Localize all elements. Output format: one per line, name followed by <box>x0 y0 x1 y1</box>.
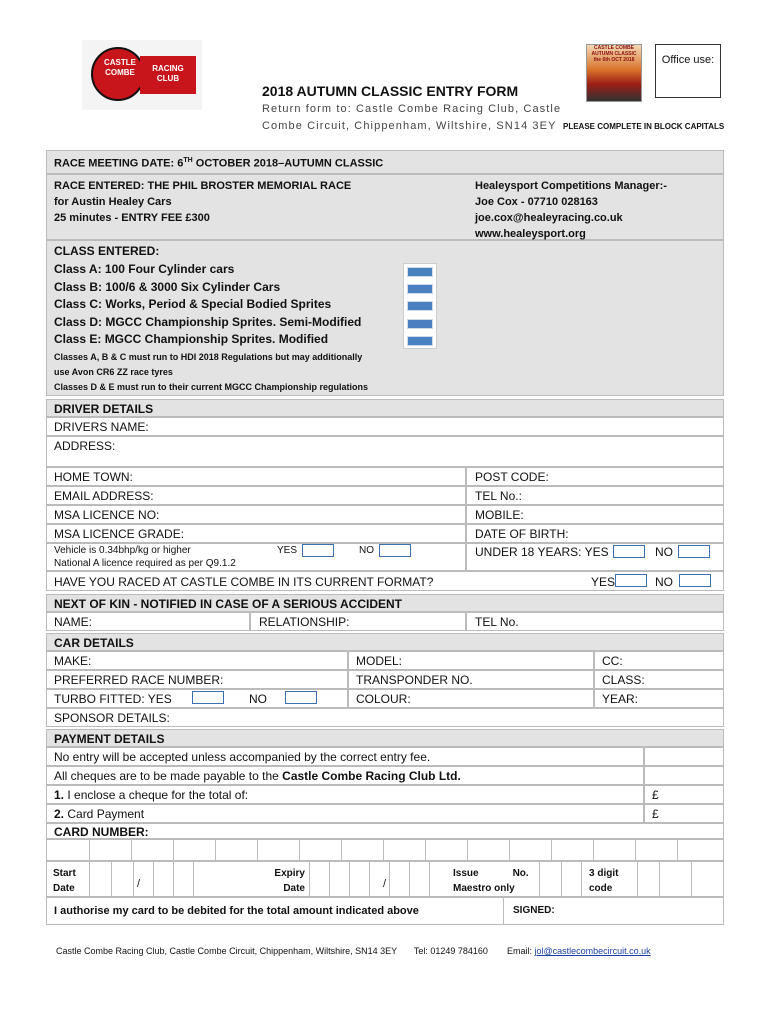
start-date-slash: / <box>137 878 141 890</box>
kin-name-label: NAME: <box>54 615 93 629</box>
payment-heading: PAYMENT DETAILS <box>54 732 165 746</box>
authorise-label: I authorise my card to be debited for the total amount indicated above <box>54 905 419 917</box>
payment-line-1: No entry will be accepted unless accompanied by the correct entry fee. <box>54 750 431 764</box>
race-number-field[interactable] <box>46 670 348 689</box>
race-entered-line-3: 25 minutes - ENTRY FEE £300 <box>54 212 210 224</box>
return-address-line-1: Return form to: Castle Combe Racing Club, Castle <box>262 103 562 115</box>
card-dates-row <box>46 861 724 897</box>
block-capitals-note: PLEASE COMPLETE IN BLOCK CAPITALS <box>563 122 725 131</box>
race-entered-line-1: RACE ENTERED: THE PHIL BROSTER MEMORIAL RACE <box>54 180 352 192</box>
class-entered-block <box>46 240 724 396</box>
kin-relationship-label: RELATIONSHIP: <box>259 615 350 629</box>
car-class-label: CLASS: <box>602 673 645 687</box>
kin-heading-row <box>46 594 724 612</box>
race-entered-line-2: for Austin Healey Cars <box>54 196 172 208</box>
class-field[interactable] <box>594 670 724 689</box>
cheque-row <box>46 785 644 804</box>
class-a-checkbox[interactable] <box>407 267 433 277</box>
card-payment-label: 2. Card Payment <box>54 807 145 821</box>
email-label: EMAIL ADDRESS: <box>54 489 154 503</box>
msa-grade-field[interactable] <box>46 524 466 543</box>
signed-label: SIGNED: <box>513 905 555 916</box>
cheque-label: 1. I enclose a cheque for the total of: <box>54 788 249 802</box>
vehicle-ratio-row <box>46 543 466 571</box>
driver-address-field[interactable] <box>46 436 724 467</box>
msa-grade-label: MSA LICENCE GRADE: <box>54 527 185 541</box>
kin-tel-field[interactable] <box>466 612 724 631</box>
class-b-label: Class B: 100/6 & 3000 Six Cylinder Cars <box>54 279 281 294</box>
driver-name-label: DRIVERS NAME: <box>54 420 149 434</box>
sponsor-label: SPONSOR DETAILS: <box>54 711 170 725</box>
class-a-label: Class A: 100 Four Cylinder cars <box>54 262 235 276</box>
return-address-line-2: Combe Circuit, Chippenham, Wiltshire, SN14 3EY <box>262 120 557 132</box>
race-number-label: PREFERRED RACE NUMBER: <box>54 673 224 687</box>
kin-relationship-field[interactable] <box>250 612 466 631</box>
turbo-yes-label: TURBO FITTED: YES <box>54 692 172 706</box>
email-field[interactable] <box>46 486 466 505</box>
autumn-classic-poster <box>586 44 642 102</box>
cheque-pound-sign: £ <box>652 788 659 802</box>
class-e-checkbox[interactable] <box>407 336 433 346</box>
raced-before-label: HAVE YOU RACED AT CASTLE COMBE IN ITS CURRENT FORMAT? <box>54 575 434 589</box>
logo-bottom-text: RACING CLUB <box>152 64 184 83</box>
card-number-heading-row <box>46 823 724 839</box>
castle-combe-logo <box>82 40 202 110</box>
race-entered-block <box>46 174 724 240</box>
class-b-checkbox[interactable] <box>407 284 433 294</box>
post-code-field[interactable] <box>466 467 724 486</box>
driver-heading-row <box>46 399 724 417</box>
mobile-label: MOBILE: <box>475 508 524 522</box>
race-meeting-date: RACE MEETING DATE: 6TH OCTOBER 2018–AUTUMN CLASSIC <box>54 157 384 170</box>
race-meeting-row <box>46 150 724 174</box>
class-checkbox-panel <box>403 263 437 349</box>
under-18-label: UNDER 18 YEARS: YES <box>475 545 609 559</box>
vehicle-yes-checkbox[interactable] <box>302 544 334 557</box>
car-heading: CAR DETAILS <box>54 636 134 650</box>
class-heading: CLASS ENTERED: <box>54 244 160 258</box>
form-title: 2018 AUTUMN CLASSIC ENTRY FORM <box>262 83 519 99</box>
class-d-checkbox[interactable] <box>407 319 433 329</box>
turbo-no-label: NO <box>249 692 267 706</box>
national-licence-note: National A licence required as per Q9.1.2 <box>54 558 236 569</box>
manager-website[interactable]: www.healeysport.org <box>475 228 586 240</box>
vehicle-yes-label: YES <box>277 545 298 556</box>
cc-label: CC: <box>602 654 623 668</box>
class-c-label: Class C: Works, Period & Special Bodied Sprites <box>54 297 332 311</box>
model-label: MODEL: <box>356 654 403 668</box>
footer <box>56 946 651 956</box>
payment-blank-2 <box>644 766 724 785</box>
sponsor-field[interactable] <box>46 708 724 727</box>
car-heading-row <box>46 633 724 651</box>
year-label: YEAR: <box>602 692 639 706</box>
msa-licence-label: MSA LICENCE NO: <box>54 508 160 522</box>
driver-name-field[interactable] <box>46 417 724 436</box>
class-note-1: Classes A, B & C must run to HDI 2018 Regulations but may additionally <box>54 352 363 362</box>
poster-line-3: the 6th OCT 2018 <box>593 57 635 63</box>
make-label: MAKE: <box>54 654 92 668</box>
expiry-date-slash: / <box>383 878 387 890</box>
colour-field[interactable] <box>348 689 594 708</box>
security-code-label: 3 digit code <box>589 868 619 894</box>
payment-line-1-row <box>46 747 644 766</box>
start-date-label: Start Date <box>53 868 76 894</box>
footer-email-link[interactable]: jol@castlecombecircuit.co.uk <box>534 946 651 956</box>
vehicle-no-label: NO <box>359 545 374 556</box>
transponder-field[interactable] <box>348 670 594 689</box>
kin-tel-label: TEL No. <box>475 615 519 629</box>
card-payment-row <box>46 804 644 823</box>
kin-heading: NEXT OF KIN - NOTIFIED IN CASE OF A SERIOUS ACCIDENT <box>54 597 403 611</box>
post-code-label: POST CODE: <box>475 470 549 484</box>
under-18-no-label: NO <box>655 545 673 559</box>
year-field[interactable] <box>594 689 724 708</box>
turbo-no-checkbox[interactable] <box>285 691 317 704</box>
poster-line-1: CASTLE COMBE <box>594 45 634 51</box>
payment-heading-row <box>46 729 724 747</box>
raced-before-row <box>46 571 724 591</box>
authorise-row <box>46 897 724 925</box>
raced-yes-checkbox[interactable] <box>615 574 647 587</box>
logo-top-text: CASTLE COMBE <box>104 58 136 77</box>
under-18-no-checkbox[interactable] <box>678 545 710 558</box>
mobile-field[interactable] <box>466 505 724 524</box>
card-number-grid[interactable] <box>46 839 724 861</box>
office-use-box: Office use: <box>655 44 721 98</box>
class-note-3: Classes D & E must run to their current MGCC Championship regulations <box>54 382 369 392</box>
transponder-label: TRANSPONDER NO. <box>356 673 473 687</box>
home-town-label: HOME TOWN: <box>54 470 133 484</box>
cheque-amount-field[interactable] <box>644 785 724 804</box>
card-number-label: CARD NUMBER: <box>54 825 149 839</box>
manager-contact: Joe Cox - 07710 028163 <box>475 196 598 208</box>
under-18-yes-checkbox[interactable] <box>613 545 645 558</box>
class-d-label: Class D: MGCC Championship Sprites. Semi-Modified <box>54 314 362 329</box>
footer-address: Castle Combe Racing Club, Castle Combe Circuit, Chippenham, Wiltshire, SN14 3EY <box>56 946 397 956</box>
raced-yes-label: YES <box>591 575 616 589</box>
footer-email-label: Email: <box>506 946 535 956</box>
msa-licence-field[interactable] <box>46 505 466 524</box>
model-field[interactable] <box>348 651 594 670</box>
raced-no-checkbox[interactable] <box>679 574 711 587</box>
class-c-checkbox[interactable] <box>407 301 433 311</box>
cc-field[interactable] <box>594 651 724 670</box>
expiry-date-label: Expiry Date <box>274 868 305 894</box>
tel-label: TEL No.: <box>475 489 522 503</box>
driver-address-label: ADDRESS: <box>54 439 116 453</box>
footer-tel: Tel: 01249 784160 <box>413 946 488 956</box>
class-e-label: Class E: MGCC Championship Sprites. Modified <box>54 332 329 346</box>
class-note-2: use Avon CR6 ZZ race tyres <box>54 367 173 377</box>
make-field[interactable] <box>46 651 348 670</box>
colour-label: COLOUR: <box>356 692 411 706</box>
vehicle-ratio-label: Vehicle is 0.34bhp/kg or higher <box>54 545 191 556</box>
driver-heading: DRIVER DETAILS <box>54 402 154 416</box>
vehicle-no-checkbox[interactable] <box>379 544 411 557</box>
manager-email[interactable]: joe.cox@healeyracing.co.uk <box>475 212 623 224</box>
dob-field[interactable] <box>466 524 724 543</box>
manager-title: Healeysport Competitions Manager:- <box>475 180 667 192</box>
home-town-field[interactable] <box>46 467 466 486</box>
turbo-yes-checkbox[interactable] <box>192 691 224 704</box>
card-amount-field[interactable] <box>644 804 724 823</box>
turbo-row <box>46 689 348 708</box>
under-18-row <box>466 543 724 571</box>
payment-line-2: All cheques are to be made payable to the Castle Combe Racing Club Ltd. <box>54 769 461 783</box>
kin-name-field[interactable] <box>46 612 250 631</box>
card-pound-sign: £ <box>652 807 659 821</box>
payment-line-2-row <box>46 766 644 785</box>
payment-blank-1 <box>644 747 724 766</box>
issue-no-label: Issue No. Maestro only <box>453 868 529 894</box>
poster-line-2: AUTUMN CLASSIC <box>591 51 637 57</box>
raced-no-label: NO <box>655 575 673 589</box>
tel-field[interactable] <box>466 486 724 505</box>
dob-label: DATE OF BIRTH: <box>475 527 569 541</box>
